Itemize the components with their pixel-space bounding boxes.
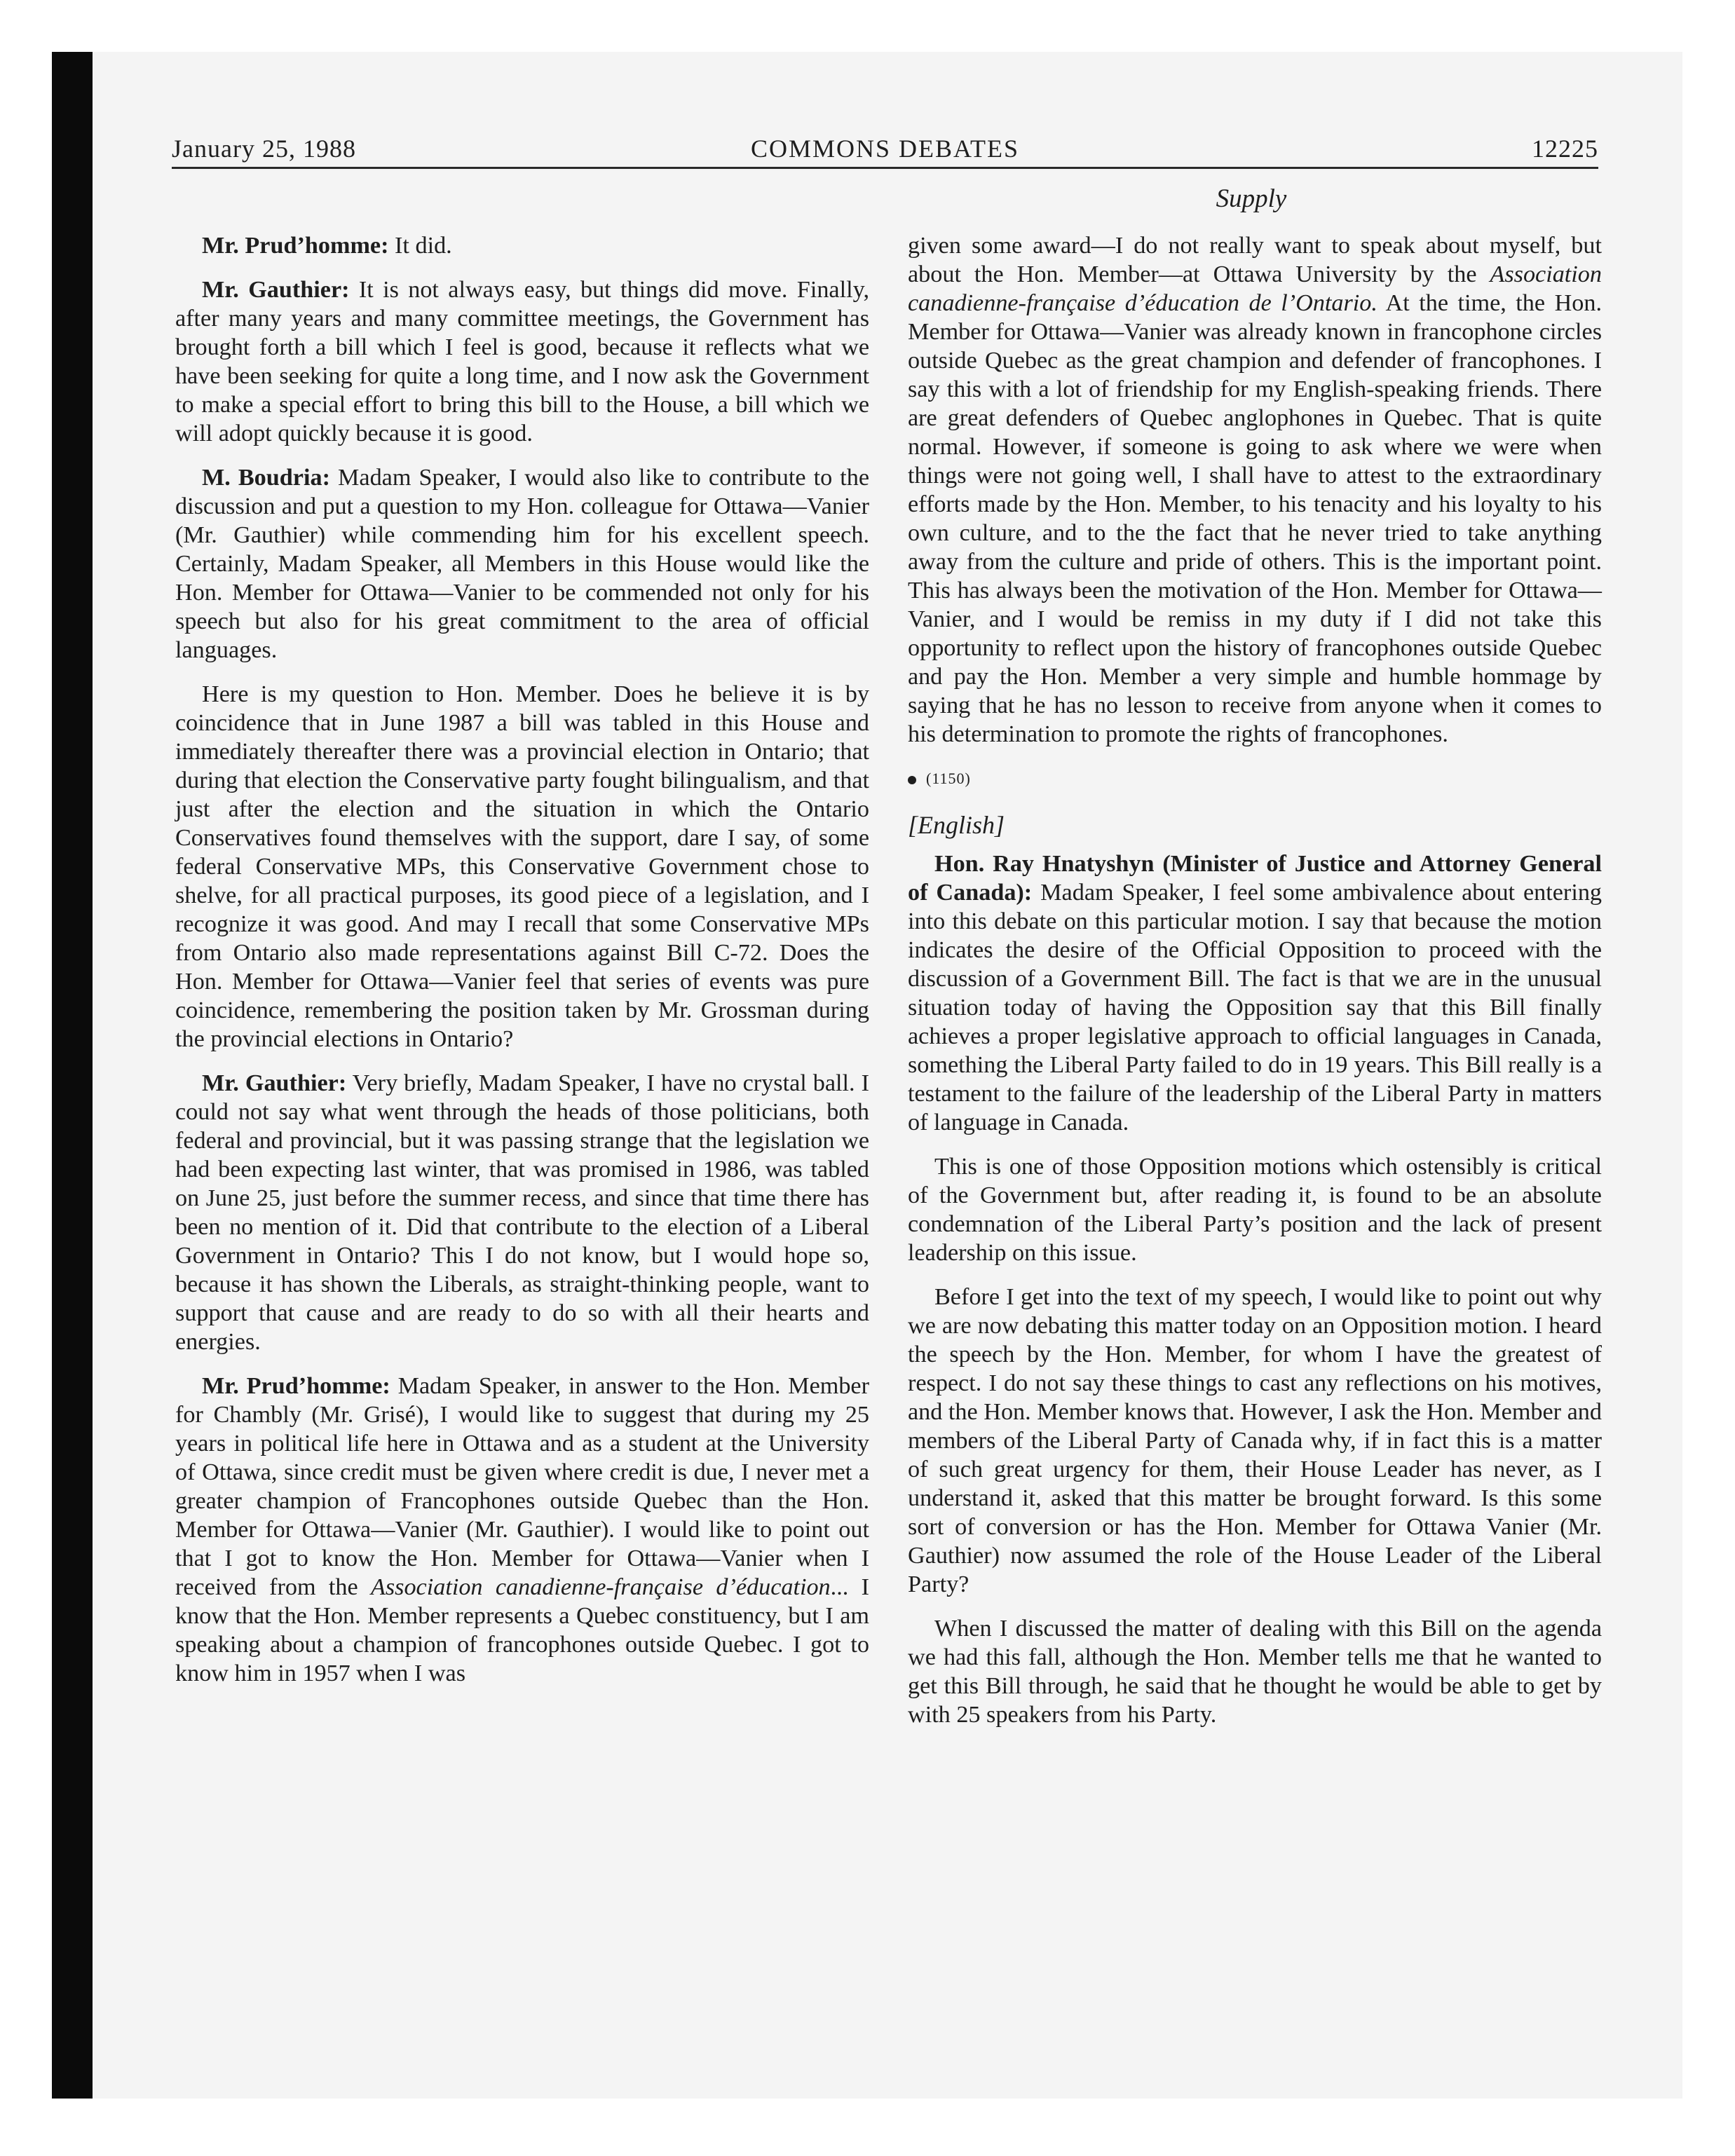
right-column — [908, 231, 1602, 1745]
paragraph-text: given some award—I do not really want to speak about myself, but about the Hon. Member—at Ottawa University by the — [908, 233, 1602, 287]
speaker-name: Mr. Prud’homme: — [202, 233, 389, 259]
italic-title: Association canadienne-française d’éducation — [370, 1574, 831, 1600]
speaker-name: Mr. Gauthier: — [202, 277, 350, 303]
header-page-number: 12225 — [1532, 135, 1598, 163]
paragraph: Here is my question to Hon. Member. Does he believe it is by coincidence that in June 1987 a bill was tabled in this House and immediately thereafter there was a provincial election in Ontario; that during that election the Conservative party fought bilingualism, and that just after the election and the situation in which the Ontario Conservatives found themselves with the support, dare I say, of some federal Conservative MPs, this Conservative Government chose to shelve, for all practical purposes, its good piece of a legislation, and I recognize it was good. And may I recall that some Conservative MPs from Ontario also made representations against Bill C-72. Does the Hon. Member for Ottawa—Vanier feel that series of events was pure coincidence, remembering the position taken by Mr. Grossman during the provincial elections in Ontario? — [175, 681, 869, 1052]
page-header — [172, 133, 1598, 169]
scan-edge — [52, 52, 93, 2099]
paragraph: Before I get into the text of my speech, I would like to point out why we are now debating this matter today on an Opposition motion. I heard the speech by the Hon. Member, for whom I have the greatest of respect. I do not say these things to cast any reflections on his motives, and the Hon. Member knows that. However, I ask the Hon. Member and members of the Liberal Party of Canada why, if in fact this is a matter of such great urgency for them, their House Leader has never, as I understand it, asked that this matter be brought forward. Is this some sort of conversion or has the Hon. Member for Ottawa Vanier (Mr. Gauthier) now assumed the role of the House Leader of the Liberal Party? — [908, 1284, 1602, 1597]
paragraph — [175, 1069, 869, 1356]
paragraph-text: Madam Speaker, I would also like to contribute to the discussion and put a question to my Hon. colleague for Ottawa—Vanier (Mr. Gauthier) while commending him for his excellent speech. Certainly, Madam Speaker, all Members in this House would like the Hon. Member for Ottawa—Vanier to be commended not only for his speech but also for his great commitment to the area of official languages. — [175, 465, 869, 663]
time-marker — [908, 764, 1602, 793]
speaker-name: M. Boudria: — [202, 465, 330, 491]
time-marker-text: (1150) — [926, 770, 971, 787]
paragraph — [908, 231, 1602, 749]
paragraph — [175, 1372, 869, 1688]
paragraph: When I discussed the matter of dealing with this Bill on the agenda we had this fall, although the Hon. Member tells me that he wanted to get this Bill through, he said that he thought he would be able to get by with 25 speakers from his Party. — [908, 1616, 1602, 1728]
paragraph-text: Very briefly, Madam Speaker, I have no crystal ball. I could not say what went through the heads of those politicians, both federal and provincial, but it was passing strange that the legislation we had been expecting last winter, that was promised in 1986, was tabled on June 25, just before the summer recess, and since that time there has been no mention of it. Did that contribute to the election of a Liberal Government in Ontario? This I do not know, but I would hope so, because it has shown the Liberals, as straight-thinking people, want to support that cause and are ready to do so with all their hearts and energies. — [175, 1070, 869, 1355]
speaker-name: Mr. Gauthier: — [202, 1070, 347, 1096]
paragraph-text: Madam Speaker, in answer to the Hon. Member for Chambly (Mr. Grisé), I would like to suggest that during my 25 years in political life here in Ottawa and as a student at the University of Ottawa, since credit must be given where credit is due, I never met a greater champion of Francophones outside Quebec than the Hon. Member for Ottawa—Vanier (Mr. Gauthier). I would like to point out that I got to know the Hon. Member for Ottawa—Vanier when I received from the — [175, 1373, 869, 1600]
paragraph-text: ... I know that the Hon. Member represents a Quebec constituency, but I am speaking about a champion of francophones outside Quebec. I got to know him in 1957 when I was — [175, 1574, 870, 1686]
paragraph — [175, 231, 869, 260]
paragraph — [175, 463, 869, 664]
bullet-icon — [908, 776, 916, 784]
left-column — [175, 231, 869, 1703]
paragraph-text: It is not always easy, but things did move. Finally, after many years and many committee meetings, the Government has brought forth a bill which I feel is good, because it reflects what we have been seeking for quite a long time, and I now ask the Government to make a special effort to bring this bill to the House, a bill which we will adopt quickly because it is good. — [175, 277, 869, 446]
paragraph-text: Madam Speaker, I feel some ambivalence about entering into this debate on this particular motion. I say that because the motion indicates the desire of the Official Opposition to proceed with the discussion of a Government Bill. The fact is that we are in the unusual situation today of having the Opposition say that this Bill finally achieves a proper legislative approach to official languages in Canada, something the Liberal Party failed to do in 19 years. This Bill really is a testament to the failure of the leadership of the Liberal Party in matters of language in Canada. — [908, 880, 1603, 1135]
paragraph-text: It did. — [388, 233, 452, 259]
paragraph: This is one of those Opposition motions which ostensibly is critical of the Government but, after reading it, is found to be an absolute condemnation of the Liberal Party’s position and the lack of present leadership on this issue. — [908, 1154, 1602, 1266]
paragraph — [175, 275, 869, 448]
header-title: COMMONS DEBATES — [750, 135, 1020, 163]
speaker-name: Mr. Prud’homme: — [202, 1373, 390, 1399]
language-tag: [English] — [908, 811, 1005, 839]
running-head: Supply — [1216, 184, 1287, 213]
speaker-name: Hon. Ray Hnatyshyn (Minister of Justice and Attorney General of Canada): — [908, 851, 1602, 906]
paragraph — [908, 850, 1602, 1137]
paragraph-text: At the time, the Hon. Member for Ottawa—Vanier was already known in francophone circles outside Quebec as the great champion and defender of francophones. I say this with a lot of friendship for my English-speaking friends. There are great defenders of Quebec anglophones in Quebec. That is quite normal. However, if someone is going to ask where we were when things were not going well, I shall have to attest to the extraordinary efforts made by the Hon. Member, to his tenacity and his loyalty to his own culture, and to the the fact that he never tried to take anything away from the culture and pride of others. This is the important point. This has always been the motivation of the Hon. Member for Ottawa—Vanier, and I would be remiss in my duty if I did not take this opportunity to reflect upon the history of francophones outside Quebec and pay the Hon. Member a very simple and humble hommage by saying that he has no lesson to receive from anyone when it comes to his determination to promote the rights of francophones. — [908, 290, 1602, 747]
italic-title: Association canadienne-française d’éducation de l’Ontario. — [908, 261, 1602, 316]
header-date: January 25, 1988 — [172, 135, 356, 163]
